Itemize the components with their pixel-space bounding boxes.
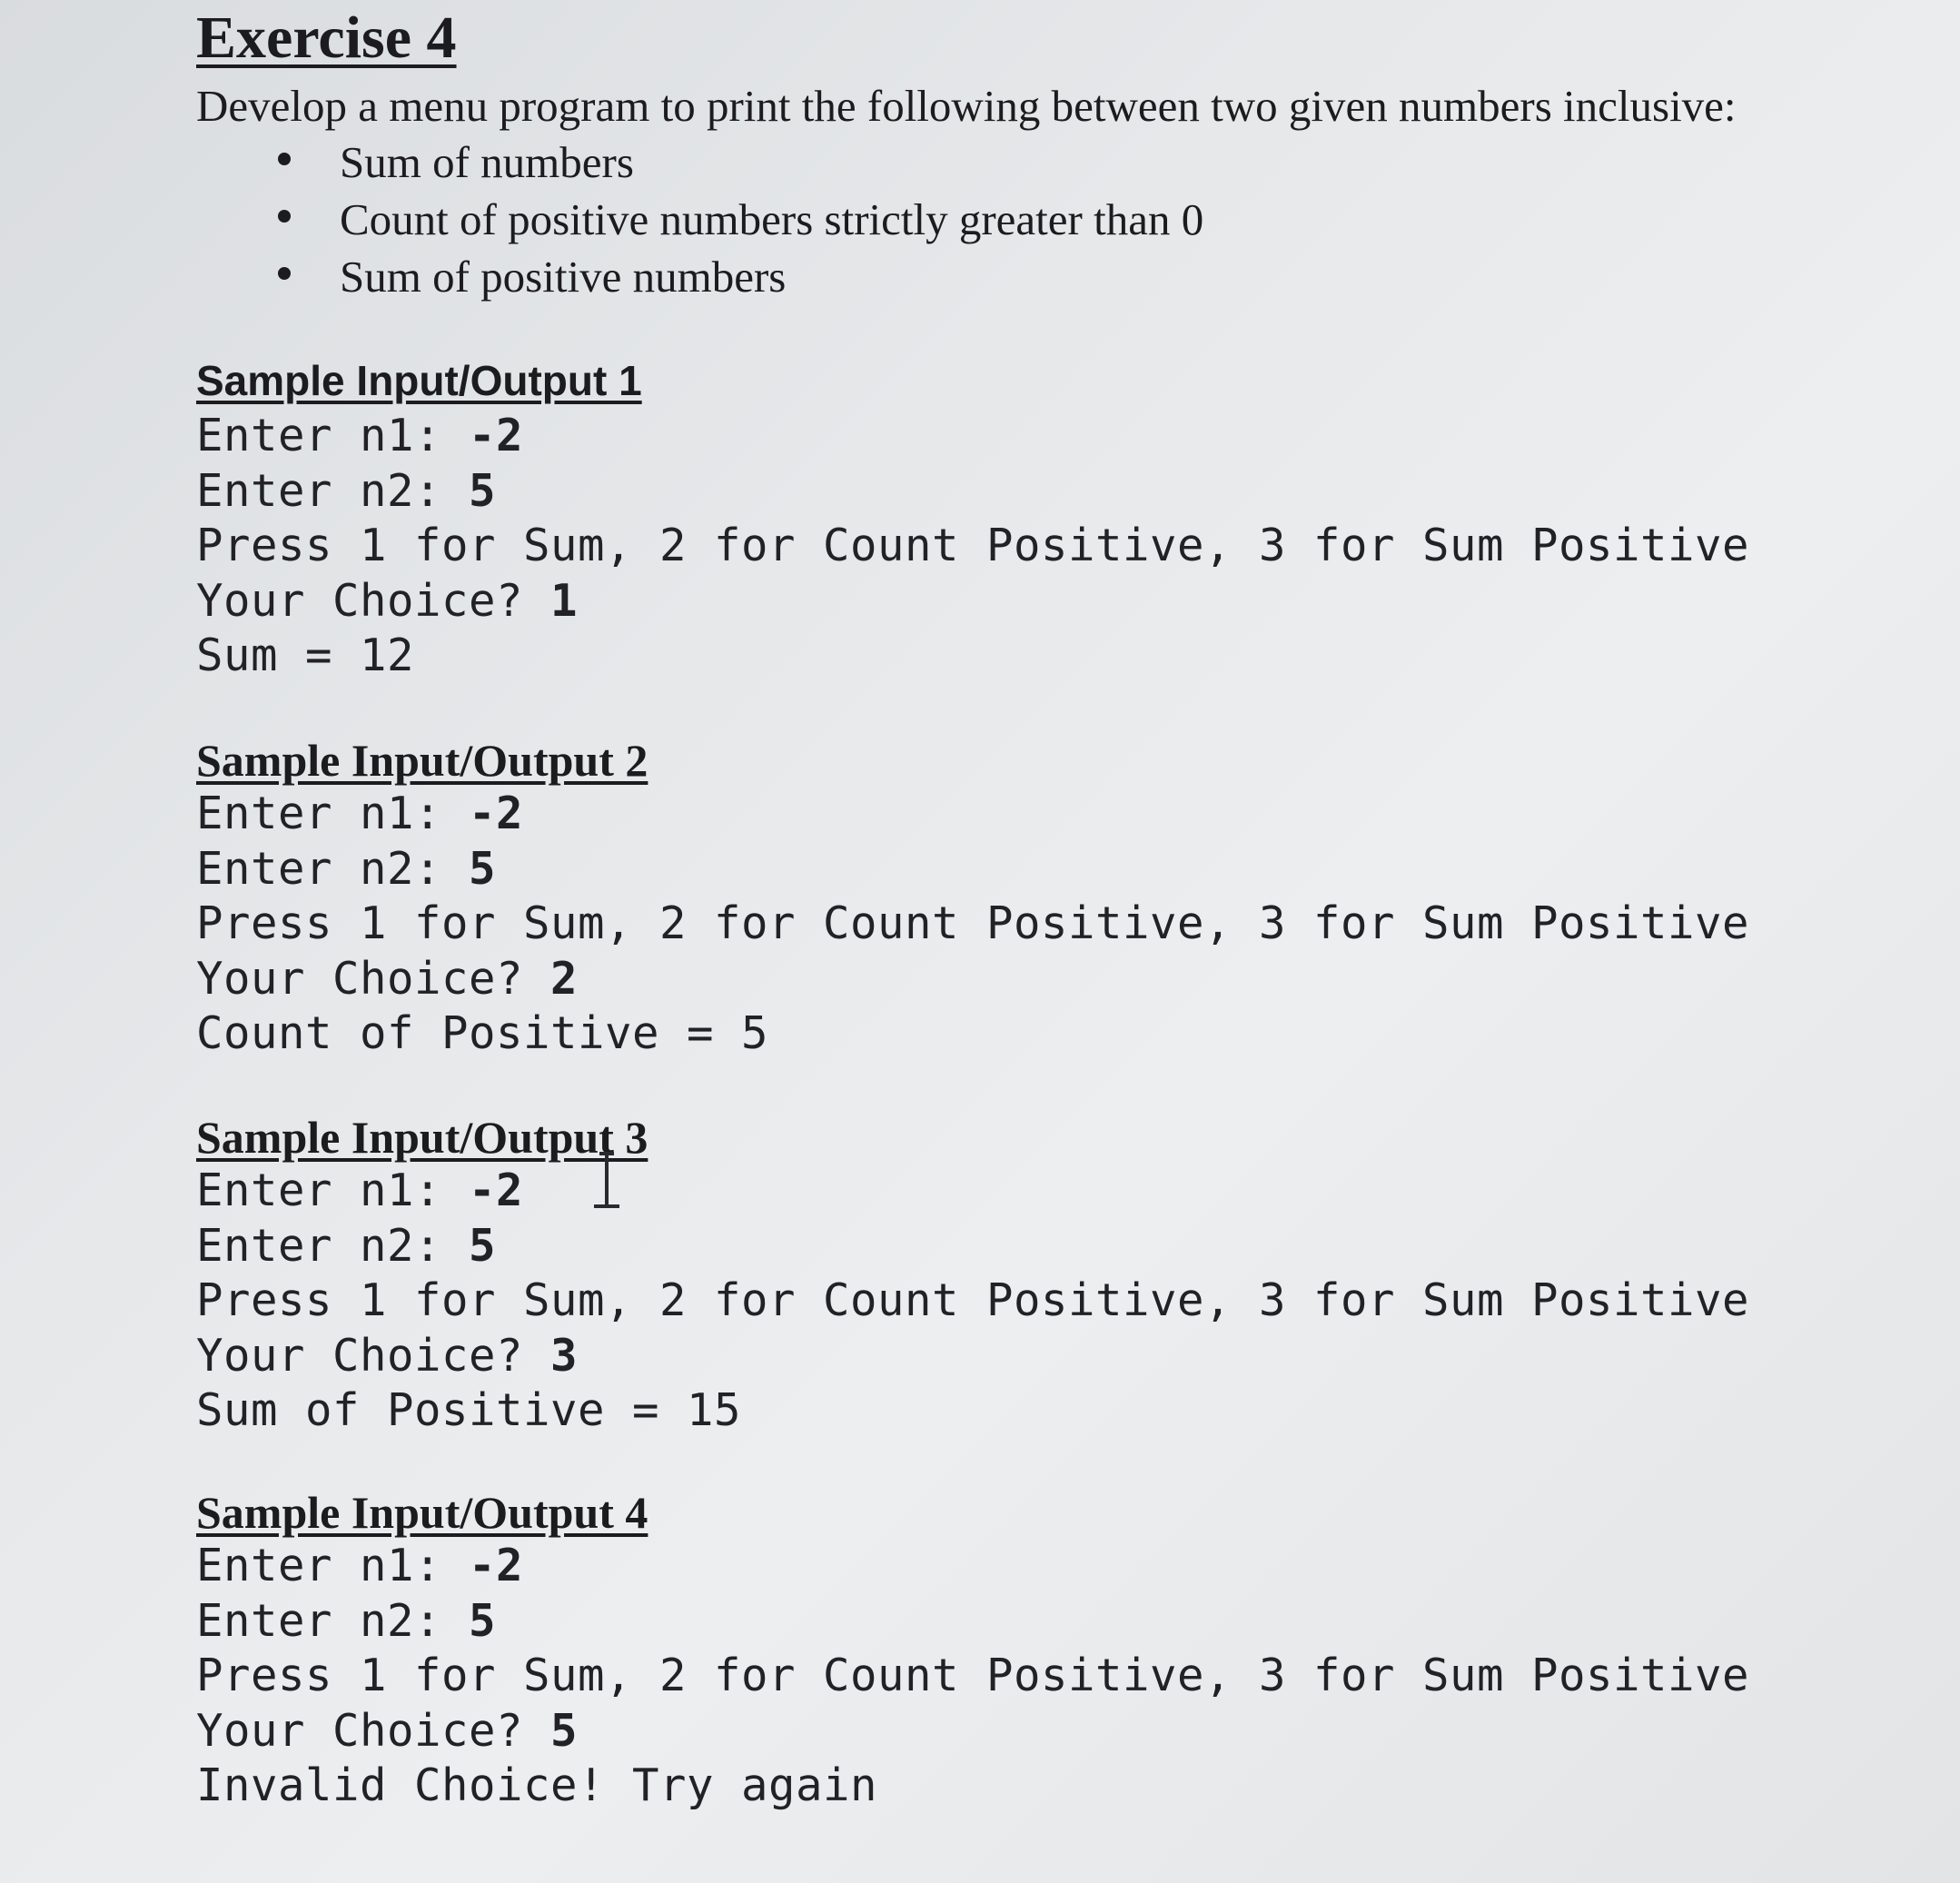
io-line (196, 1759, 1749, 1814)
io-value: -2 (469, 1164, 524, 1216)
io-label: Press 1 for Sum, 2 for Count Positive, 3 for Sum Positive (196, 897, 1750, 949)
io-label: Your Choice? (196, 1329, 551, 1382)
io-line (196, 1006, 1749, 1062)
io-line (196, 1594, 1749, 1650)
sample-block-1 (196, 356, 1749, 684)
io-value: 5 (469, 1219, 497, 1272)
io-line (196, 842, 1749, 897)
io-value: 5 (469, 1594, 497, 1647)
list-item (196, 193, 1203, 251)
list-item-text: Sum of numbers (340, 137, 634, 187)
io-label: Press 1 for Sum, 2 for Count Positive, 3 for Sum Positive (196, 1274, 1750, 1326)
sample-title: Sample Input/Output 2 (196, 735, 648, 786)
io-value: 5 (469, 464, 497, 517)
io-value: 5 (469, 842, 497, 895)
io-value: -2 (469, 1540, 524, 1591)
list-item-text: Sum of positive numbers (340, 252, 787, 302)
io-label: Sum = 12 (196, 629, 415, 681)
bullet-icon (278, 210, 291, 223)
io-line (196, 1164, 1749, 1219)
io-line (196, 464, 1749, 520)
io-label: Enter n1: (196, 788, 470, 839)
io-line (196, 1274, 1749, 1329)
list-item (196, 251, 1203, 308)
exercise-title: Exercise 4 (196, 5, 457, 71)
io-line (196, 1219, 1749, 1274)
io-label: Count of Positive = 5 (196, 1007, 769, 1059)
io-line (196, 952, 1749, 1007)
io-value: -2 (469, 788, 524, 839)
exercise-intro: Develop a menu program to print the following between two given numbers inclusive: (196, 81, 1737, 131)
io-label: Your Choice? (196, 952, 551, 1005)
io-line (196, 629, 1749, 684)
sample-title: Sample Input/Output 4 (196, 1487, 648, 1538)
io-value: 3 (550, 1329, 579, 1382)
io-label: Enter n2: (196, 1594, 470, 1647)
io-value: 1 (550, 574, 579, 627)
bullet-icon (278, 153, 291, 165)
io-line (196, 574, 1749, 629)
io-label: Invalid Choice! Try again (196, 1759, 878, 1811)
io-label: Your Choice? (196, 1704, 551, 1757)
io-value: 2 (550, 952, 579, 1005)
io-line (196, 897, 1749, 952)
io-label: Your Choice? (196, 574, 551, 627)
requirements-list (196, 136, 1203, 308)
io-label: Enter n1: (196, 1164, 470, 1216)
text-cursor-icon (589, 1150, 625, 1214)
io-line (196, 519, 1749, 574)
io-value: -2 (469, 410, 524, 461)
list-item (196, 136, 1203, 193)
io-value: 5 (550, 1704, 579, 1757)
io-line (196, 1329, 1749, 1384)
io-label: Sum of Positive = 15 (196, 1384, 742, 1436)
io-line (196, 409, 1749, 464)
io-line (196, 787, 1749, 842)
io-label: Enter n2: (196, 464, 470, 517)
sample-block-2 (196, 734, 1749, 1062)
io-line (196, 1649, 1749, 1704)
sample-title: Sample Input/Output 3 (196, 1112, 648, 1163)
io-label: Enter n2: (196, 842, 470, 895)
bullet-icon (278, 267, 291, 280)
sample-block-4 (196, 1486, 1749, 1814)
io-label: Enter n1: (196, 410, 470, 461)
sample-title: Sample Input/Output 1 (196, 357, 642, 404)
io-label: Enter n1: (196, 1540, 470, 1591)
io-line (196, 1704, 1749, 1759)
io-label: Press 1 for Sum, 2 for Count Positive, 3 for Sum Positive (196, 520, 1750, 571)
io-line (196, 1539, 1749, 1594)
io-label: Enter n2: (196, 1219, 470, 1272)
sample-block-3 (196, 1111, 1749, 1439)
list-item-text: Count of positive numbers strictly greater than 0 (340, 194, 1204, 244)
io-line (196, 1383, 1749, 1439)
io-label: Press 1 for Sum, 2 for Count Positive, 3 for Sum Positive (196, 1650, 1750, 1701)
